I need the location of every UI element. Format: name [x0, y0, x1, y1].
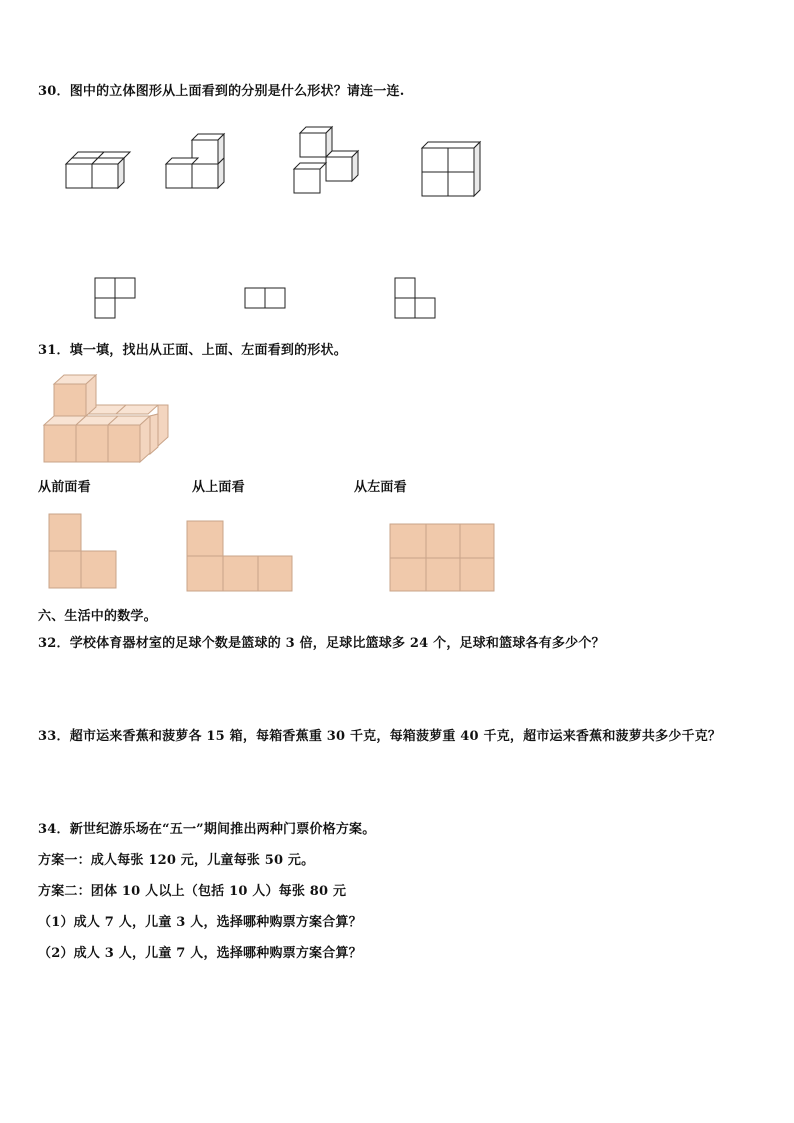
q30-solid-2: [160, 130, 230, 190]
q31-view-label-top: 从上面看: [192, 480, 245, 495]
q31-view-label-front: 从前面看: [38, 480, 91, 495]
q31-solid: [42, 372, 172, 464]
section-title: 六、生活中的数学。: [38, 609, 157, 624]
q31-front-view: [48, 513, 118, 591]
q34-sub-1: （1）成人 7 人，儿童 3 人，选择哪种购票方案合算？: [38, 915, 362, 930]
q30-text: 30．图中的立体图形从上面看到的分别是什么形状？请连一连.: [38, 84, 405, 99]
q33-text: 33．超市运来香蕉和菠萝各 15 箱，每箱香蕉重 30 千克，每箱菠萝重 40 千克，超市运来香蕉和菠萝共多少千克？: [38, 729, 722, 744]
q30-view-option-3[interactable]: [394, 277, 438, 321]
q32-text: 32．学校体育器材室的足球个数是篮球的 3 倍，足球比篮球多 24 个，足球和篮球各有多少个？: [38, 636, 605, 651]
q34-plan-2: 方案二：团体 10 人以上（包括 10 人）每张 80 元: [38, 884, 347, 899]
q31-text: 31．填一填，找出从正面、上面、左面看到的形状。: [38, 343, 347, 358]
q30-solid-3: [288, 124, 368, 196]
q34-sub-2: （2）成人 3 人，儿童 7 人，选择哪种购票方案合算？: [38, 946, 362, 961]
q31-view-label-left: 从左面看: [354, 480, 407, 495]
q30-solid-4: [418, 138, 488, 200]
q34-plan-1: 方案一：成人每张 120 元，儿童每张 50 元。: [38, 853, 315, 868]
q30-view-option-1[interactable]: [94, 277, 138, 321]
q30-view-option-2[interactable]: [244, 287, 288, 311]
q34-text: 34．新世纪游乐场在“五一”期间推出两种门票价格方案。: [38, 822, 376, 837]
q31-left-view: [389, 523, 497, 593]
q30-solid-1: [60, 145, 130, 190]
q31-top-view: [186, 520, 294, 592]
